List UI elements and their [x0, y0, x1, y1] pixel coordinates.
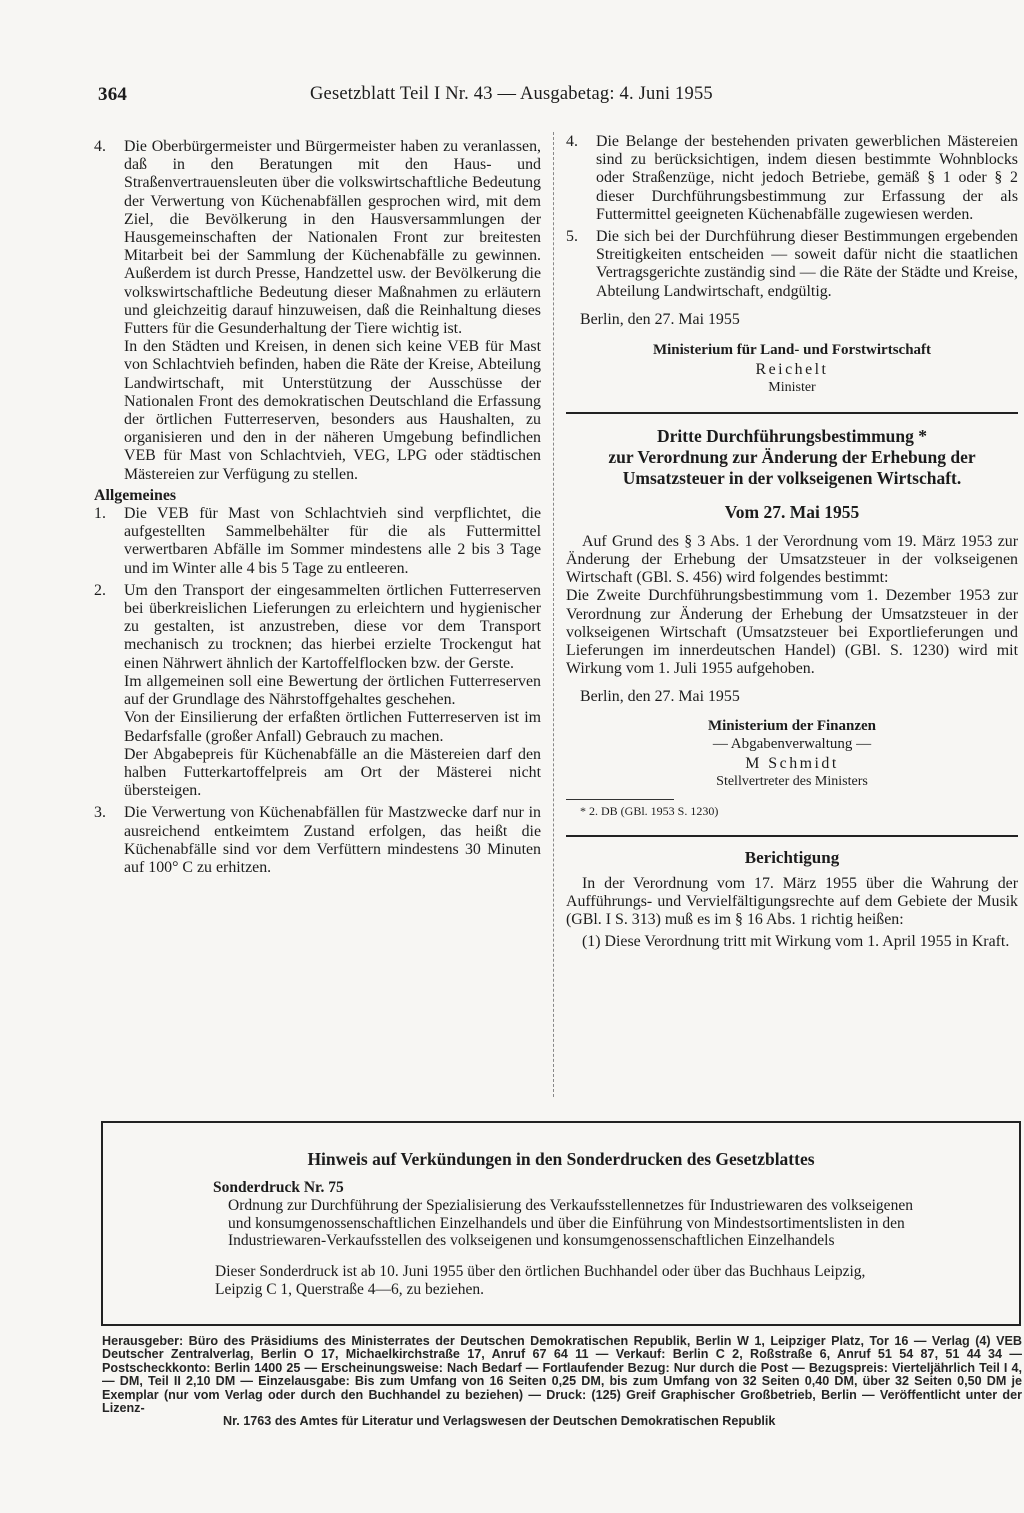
general-item-2: [94, 582, 541, 800]
signatory-name: Reichelt: [755, 361, 829, 379]
imprint-last-line: Nr. 1763 des Amtes für Literatur und Verlagswesen der Deutschen Demokratischen Republik: [223, 1414, 776, 1429]
correction-title: Berichtigung: [744, 847, 840, 867]
ministry-name: Ministerium der Finanzen: [707, 717, 877, 734]
item-paragraph: Im allgemeinen soll eine Bewertung der örtlichen Futterreserven auf der Grundlage des Nährstoffgehaltes geschehen.: [124, 672, 541, 709]
department-name: — Abgabenverwaltung —: [712, 735, 872, 752]
imprint-text: Herausgeber: Büro des Präsidiums des Ministerrates der Deutschen Demokratischen Republik, Berlin W 1, Leipziger Platz, Tor 16 — Verlag (4) VEB Deutscher Zentralverlag, Berlin O 17, Michaelkirchstraße 17, Anruf 67 64 11 — Verkauf: Berlin C 2, Roßstraße 6, Anruf 51 54 87, 51 44 34 — Postscheckkonto: Berlin 1400 25 — Erscheinungsweise: Nach Bedarf — Fortlaufender Bezug: Nur durch die Post — Bezugspreis: Vierteljährlich Teil I 4,— DM, Teil II 2,10 DM — Einzelausgabe: Bis zum Umfang von 16 Seiten 0,25 DM, bis zum Umfang von 32 Seiten 0,40 DM, über 32 Seiten 0,50 DM je Exemplar (nur vom Verlag oder durch den Buchhandel zu beziehen) — Druck: (125) Greif Graphischer Großbetrieb, Berlin — Veröffentlicht unter der Lizenz-: [102, 1334, 1022, 1416]
special-print-notice: [101, 1121, 1021, 1326]
item-number: 1.: [94, 505, 106, 523]
section-divider: [566, 412, 1018, 414]
signatory-role: Stellvertreter des Ministers: [716, 774, 868, 790]
act-title-line: Umsatzsteuer in der volkseigenen Wirtschaft.: [622, 467, 962, 488]
right-column: [566, 133, 1018, 951]
item-number: 5.: [566, 228, 578, 246]
correction-text: In der Verordnung vom 17. März 1955 über die Wahrung der Aufführungs- und Vervielfältigungsrechte auf dem Gebiete der Musik (GBl. I S. 313) muß es im § 16 Abs. 1 richtig heißen:: [566, 874, 1018, 929]
item-paragraph: Die Oberbürgermeister und Bürgermeister haben zu veranlassen, daß in den Beratungen mit den Haus- und Straßenvertrauensleuten über die volkswirtschaftliche Bedeutung der Verwertung von Küchenabfällen gesprochen wird, mit dem Ziel, die Bevölkerung in den Hausversammlungen der Hausgemeinschaften der Nationalen Front zur breitesten Mitarbeit bei der Sammlung der Küchenabfälle zu gewinnen. Außerdem ist durch Presse, Handzettel usw. der Bevölkerung die volkswirtschaftliche Bedeutung dieser Maßnahmen zu erläutern und gleichzeitig darauf hinzuweisen, daß die Reinhaltung dieses Futters für die Gesunderhaltung der Tiere wichtig ist.: [124, 138, 541, 338]
act-paragraph: Auf Grund des § 3 Abs. 1 der Verordnung vom 19. März 1953 zur Änderung der Erhebung der Umsatzsteuer in der volkseigenen Wirtschaft (GBl. S. 456) wird folgendes bestimmt:: [566, 532, 1018, 587]
ministry-name: Ministerium für Land- und Forstwirtschaft: [652, 342, 932, 359]
place-date: Berlin, den 27. Mai 1955: [580, 688, 740, 706]
correction-quote: (1) Diese Verordnung tritt mit Wirkung vom 1. April 1955 in Kraft.: [582, 932, 1010, 950]
item-paragraph: In den Städten und Kreisen, in denen sich keine VEB für Mast von Schlachtvieh befinden, haben die Räte der Kreise, Abteilung Landwirtschaft, mit Unterstützung der Ausschüsse der Nationalen Front des demokratischen Deutschland die Erfassung der örtlichen Futterreserven, besonders aus Haushalten, zu organisieren und den in der näheren Umgebung befindlichen VEB für Mast von Schlachtvieh, VEG, LPG oder städtischen Mästereien zur Verfügung zu stellen.: [124, 338, 541, 483]
item-paragraph: Um den Transport der eingesammelten örtlichen Futterreserven bei überkreislichen Lieferungen zu erleichtern und hygienischer zu gestalten, ist anzustreben, diese vor dem Transport mechanisch zu trocknen; das hierbei erzielte Trockengut hat einen Nährwert ähnlich der Kartoffelflocken bzw. der Gerste.: [124, 581, 541, 672]
footnote-rule: [566, 799, 674, 800]
right-item-5: [566, 228, 1018, 301]
item-number: 4.: [566, 133, 578, 150]
left-column: [94, 138, 541, 877]
item-number: 3.: [94, 804, 106, 822]
signatory-name: M Schmidt: [745, 755, 839, 773]
column-separator: [553, 132, 554, 1097]
item-number: 2.: [94, 581, 106, 599]
item-paragraph: Der Abgabepreis für Küchenabfälle an die Mästereien darf den halben Futterkartoffelpreis am Ort der Mästerei nicht übersteigen.: [124, 745, 541, 800]
act-date: Vom 27. Mai 1955: [724, 501, 860, 522]
item-number: 4.: [94, 138, 106, 155]
item-paragraph: Die Belange der bestehenden privaten gewerblichen Mästereien sind zu berücksichtigen, indem diesen bestimmte Wohnblocks oder Straßenzüge, nicht jedoch Betriebe, gemäß § 1 oder § 2 dieser Durchführungsbestimmung zur Erfassung der als Futtermittel geeigneten Küchenabfälle zugewiesen werden.: [596, 133, 1018, 223]
item-paragraph: Die Verwertung von Küchenabfällen für Mastzwecke darf nur in ausreichend entkeimtem Zustand erfolgen, das heißt die Küchenabfälle sind vor dem Verfüttern mindestens 30 Minuten auf 100° C zu erhitzen.: [124, 804, 541, 876]
notice-title: Hinweis auf Verkündungen in den Sonderdrucken des Gesetzblattes: [307, 1149, 815, 1169]
general-heading: Allgemeines: [94, 486, 177, 504]
footnote: * 2. DB (GBl. 1953 S. 1230): [580, 804, 719, 819]
item-paragraph: Die sich bei der Durchführung dieser Bestimmungen ergebenden Streitigkeiten entscheiden — soweit dafür nicht die staatlichen Vertragsgerichte zuständig sind — die Räte der Städte und Kreise, Abteilung Landwirtschaft, endgültig.: [596, 228, 1018, 300]
header-title: Gesetzblatt Teil I Nr. 43 — Ausgabetag: 4. Juni 1955: [310, 84, 713, 104]
page-number: 364: [98, 84, 128, 105]
left-item-4: [94, 138, 541, 484]
act-title-line: Dritte Durchführungsbestimmung *: [657, 425, 927, 446]
act-paragraph: Die Zweite Durchführungsbestimmung vom 1. Dezember 1953 zur Verordnung zur Änderung der Erhebung der Umsatzsteuer in der volkseigenen Wirtschaft (Umsatzsteuer bei Exportlieferungen und Lieferungen im innerdeutschen Handel) (GBl. S. 1230) wird mit Wirkung vom 1. Juli 1955 aufgehoben.: [566, 587, 1018, 678]
right-item-4: [566, 133, 1018, 224]
place-date: Berlin, den 27. Mai 1955: [580, 310, 740, 328]
general-item-1: [94, 505, 541, 578]
notice-availability: Dieser Sonderdruck ist ab 10. Juni 1955 über den örtlichen Buchhandel oder über das Buchhaus Leipzig, Leipzig C 1, Querstraße 4—6, zu beziehen.: [215, 1263, 866, 1298]
section-divider: [566, 835, 1018, 837]
act-title-line: zur Verordnung zur Änderung der Erhebung der: [608, 446, 976, 467]
item-paragraph: Von der Einsilierung der erfaßten örtlichen Futterreserven ist im Bedarfsfalle (großer Anfall) Gebrauch zu machen.: [124, 709, 541, 745]
item-paragraph: Die VEB für Mast von Schlachtvieh sind verpflichtet, die aufgestellten Sammelbehälter für die als Futtermittel verwertbaren Abfälle im Sommer mindestens alle 2 bis 3 Tage und im Winter alle 4 bis 5 Tage zu entleeren.: [124, 505, 541, 577]
general-item-3: [94, 804, 541, 877]
imprint: [102, 1335, 1022, 1429]
signatory-role: Minister: [768, 380, 816, 396]
notice-subtitle: Sonderdruck Nr. 75: [213, 1179, 344, 1196]
notice-body: Ordnung zur Durchführung der Spezialisierung des Verkaufsstellennetzes für Industriewaren des volkseigenen und konsumgenossenschaftlichen Einzelhandels und über die Einführung von Mindestsortimentslisten in den Industriewaren-Verkaufsstellen des volkseigenen und konsumgenossenschaftlichen Einzelhandels: [228, 1197, 913, 1249]
